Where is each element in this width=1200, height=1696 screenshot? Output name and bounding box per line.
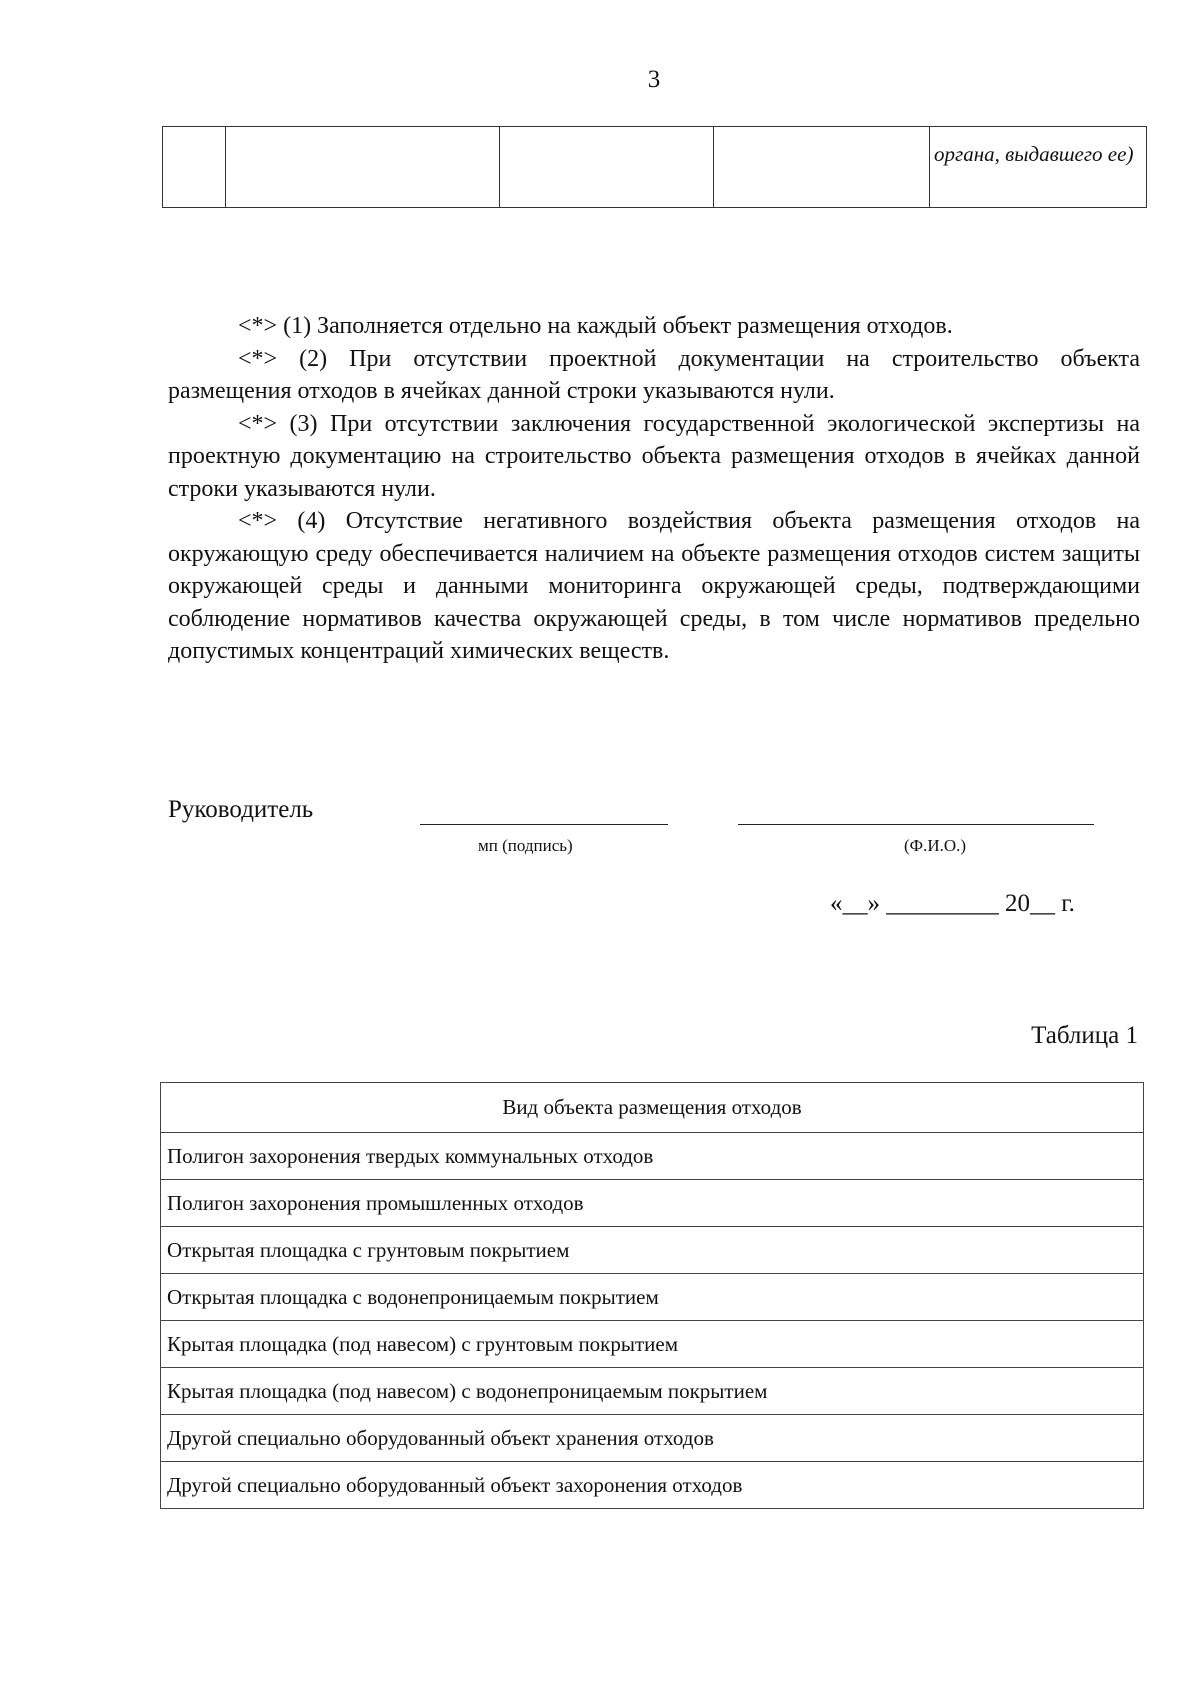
page-number: 3 (647, 66, 661, 93)
footnote-1: <*> (1) Заполняется отдельно на каждый объект размещения отходов. (238, 313, 953, 339)
table-row (161, 1415, 1144, 1462)
table-cell: Полигон захоронения твердых коммунальных отходов (161, 1133, 1144, 1180)
table-row (161, 1368, 1144, 1415)
signature-line (420, 824, 668, 825)
table-header: Вид объекта размещения отходов (161, 1083, 1144, 1133)
waste-object-types-table (160, 1082, 1144, 1509)
footnotes (168, 310, 1140, 668)
table-cell: Крытая площадка (под навесом) с грунтовым покрытием (161, 1321, 1144, 1368)
table-row (161, 1462, 1144, 1509)
table-label: Таблица 1 (1031, 1022, 1138, 1049)
table-cell (226, 127, 500, 208)
table-cell: Крытая площадка (под навесом) с водонепроницаемым покрытием (161, 1368, 1144, 1415)
footnote-3: <*> (3) При отсутствии заключения государственной экологической экспертизы на проектную документацию на строительство объекта размещения отходов в ячейках данной строки указываются нули. (168, 410, 1140, 502)
table-row (161, 1227, 1144, 1274)
table-row (161, 1321, 1144, 1368)
table-cell (163, 127, 226, 208)
signature-caption: мп (подпись) (478, 836, 573, 855)
table-cell: Другой специально оборудованный объект хранения отходов (161, 1415, 1144, 1462)
table-row (161, 1274, 1144, 1321)
table-cell (714, 127, 930, 208)
footnote-2: <*> (2) При отсутствии проектной документации на строительство объекта размещения отходов в ячейках данной строки указываются нули. (168, 345, 1140, 404)
name-caption: (Ф.И.О.) (904, 836, 967, 855)
continued-table (162, 126, 1147, 208)
signature-title: Руководитель (168, 796, 314, 823)
issuing-authority-cell: органа, выдавшего ее) (930, 127, 1147, 208)
date-line: «__» _________ 20__ г. (830, 890, 1075, 917)
table-row (161, 1133, 1144, 1180)
table-cell: Открытая площадка с грунтовым покрытием (161, 1227, 1144, 1274)
table-cell: Полигон захоронения промышленных отходов (161, 1180, 1144, 1227)
table-row (161, 1180, 1144, 1227)
table-header-row (161, 1083, 1144, 1133)
footnote-4: <*> (4) Отсутствие негативного воздействия объекта размещения отходов на окружающую среду обеспечивается наличием на объекте размещения отходов систем защиты окружающей среды и данными мониторинга окружающей среды, подтверждающими соблюдение нормативов качества окружающей среды, в том числе нормативов предельно допустимых концентраций химических веществ. (168, 508, 1140, 664)
name-line (738, 824, 1094, 825)
table-cell: Открытая площадка с водонепроницаемым покрытием (161, 1274, 1144, 1321)
table-cell: Другой специально оборудованный объект захоронения отходов (161, 1462, 1144, 1509)
table-row (163, 127, 1147, 208)
table-cell (500, 127, 714, 208)
